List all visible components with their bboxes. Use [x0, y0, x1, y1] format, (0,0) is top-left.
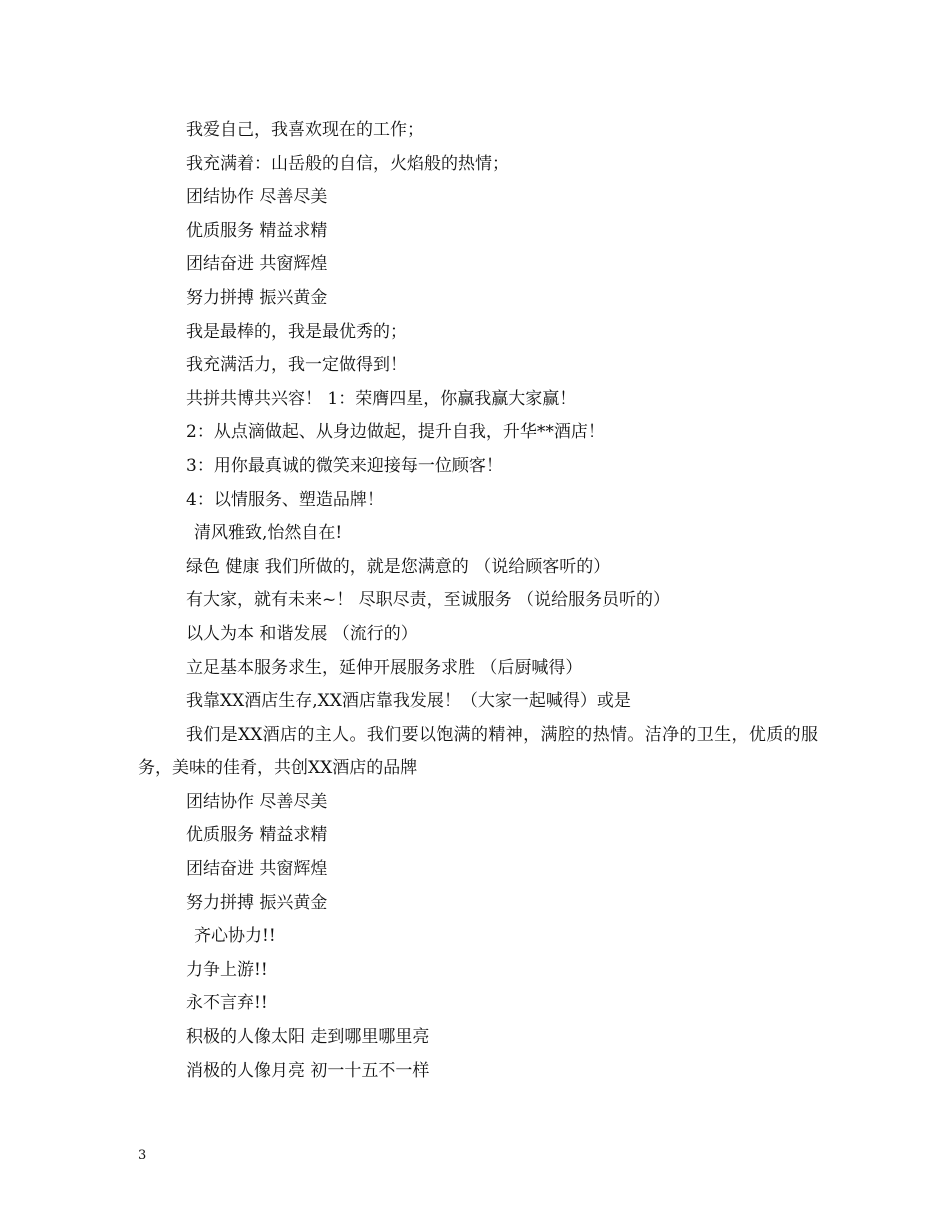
- text-line: 2：从点滴做起、从身边做起，提升自我，升华**酒店！: [186, 422, 605, 443]
- text-line: 优质服务 精益求精: [186, 825, 328, 846]
- text-line: 永不言弃!!: [186, 993, 268, 1014]
- text-line: 我靠XX酒店生存,XX酒店靠我发展！（大家一起喊得）或是: [186, 691, 631, 712]
- text-line: 团结奋进 共窗辉煌: [186, 859, 328, 880]
- document-body: [138, 114, 818, 1088]
- text-line: 我充满活力，我一定做得到！: [186, 355, 407, 376]
- text-line: 优质服务 精益求精: [186, 220, 328, 241]
- text-paragraph: 我们是XX酒店的主人。我们要以饱满的精神，满腔的热情。洁净的卫生，优质的服务，美味的佳肴，共创XX酒店的品牌: [138, 724, 818, 779]
- text-line: 以人为本 和谐发展 （流行的）: [186, 623, 418, 644]
- text-line: 团结协作 尽善尽美: [186, 791, 328, 812]
- page-number: 3: [138, 1148, 147, 1163]
- text-line: 积极的人像太阳 走到哪里哪里亮: [186, 1027, 430, 1048]
- text-line: 消极的人像月亮 初一十五不一样: [186, 1060, 430, 1081]
- text-line: 我爱自己，我喜欢现在的工作；: [186, 120, 424, 140]
- text-line: 我是最棒的，我是最优秀的；: [186, 321, 407, 342]
- text-line: 我充满着：山岳般的自信，火焰般的热情；: [186, 153, 509, 174]
- text-line: 努力拼搏 振兴黄金: [186, 892, 328, 913]
- text-line: 3：用你最真诚的微笑来迎接每一位顾客！: [186, 455, 503, 476]
- text-line: 团结协作 尽善尽美: [186, 187, 328, 208]
- text-line: 齐心协力!!: [194, 926, 276, 947]
- text-line: 清风雅致,怡然自在!: [194, 523, 343, 544]
- text-line: 有大家，就有未来~！ 尽职尽责，至诚服务 （说给服务员听的）: [186, 590, 671, 611]
- text-line: 立足基本服务求生，延伸开展服务求胜 （后厨喊得）: [186, 657, 583, 678]
- text-line: 共拼共博共兴容！ 1：荣膺四星，你赢我赢大家赢！: [186, 388, 577, 409]
- text-line: 4：以情服务、塑造品牌！: [186, 489, 384, 510]
- text-line: 努力拼搏 振兴黄金: [186, 287, 328, 308]
- text-line: 团结奋进 共窗辉煌: [186, 254, 328, 275]
- text-line: 绿色 健康 我们所做的，就是您满意的 （说给顾客听的）: [186, 556, 611, 577]
- text-line: 力争上游!!: [186, 959, 268, 980]
